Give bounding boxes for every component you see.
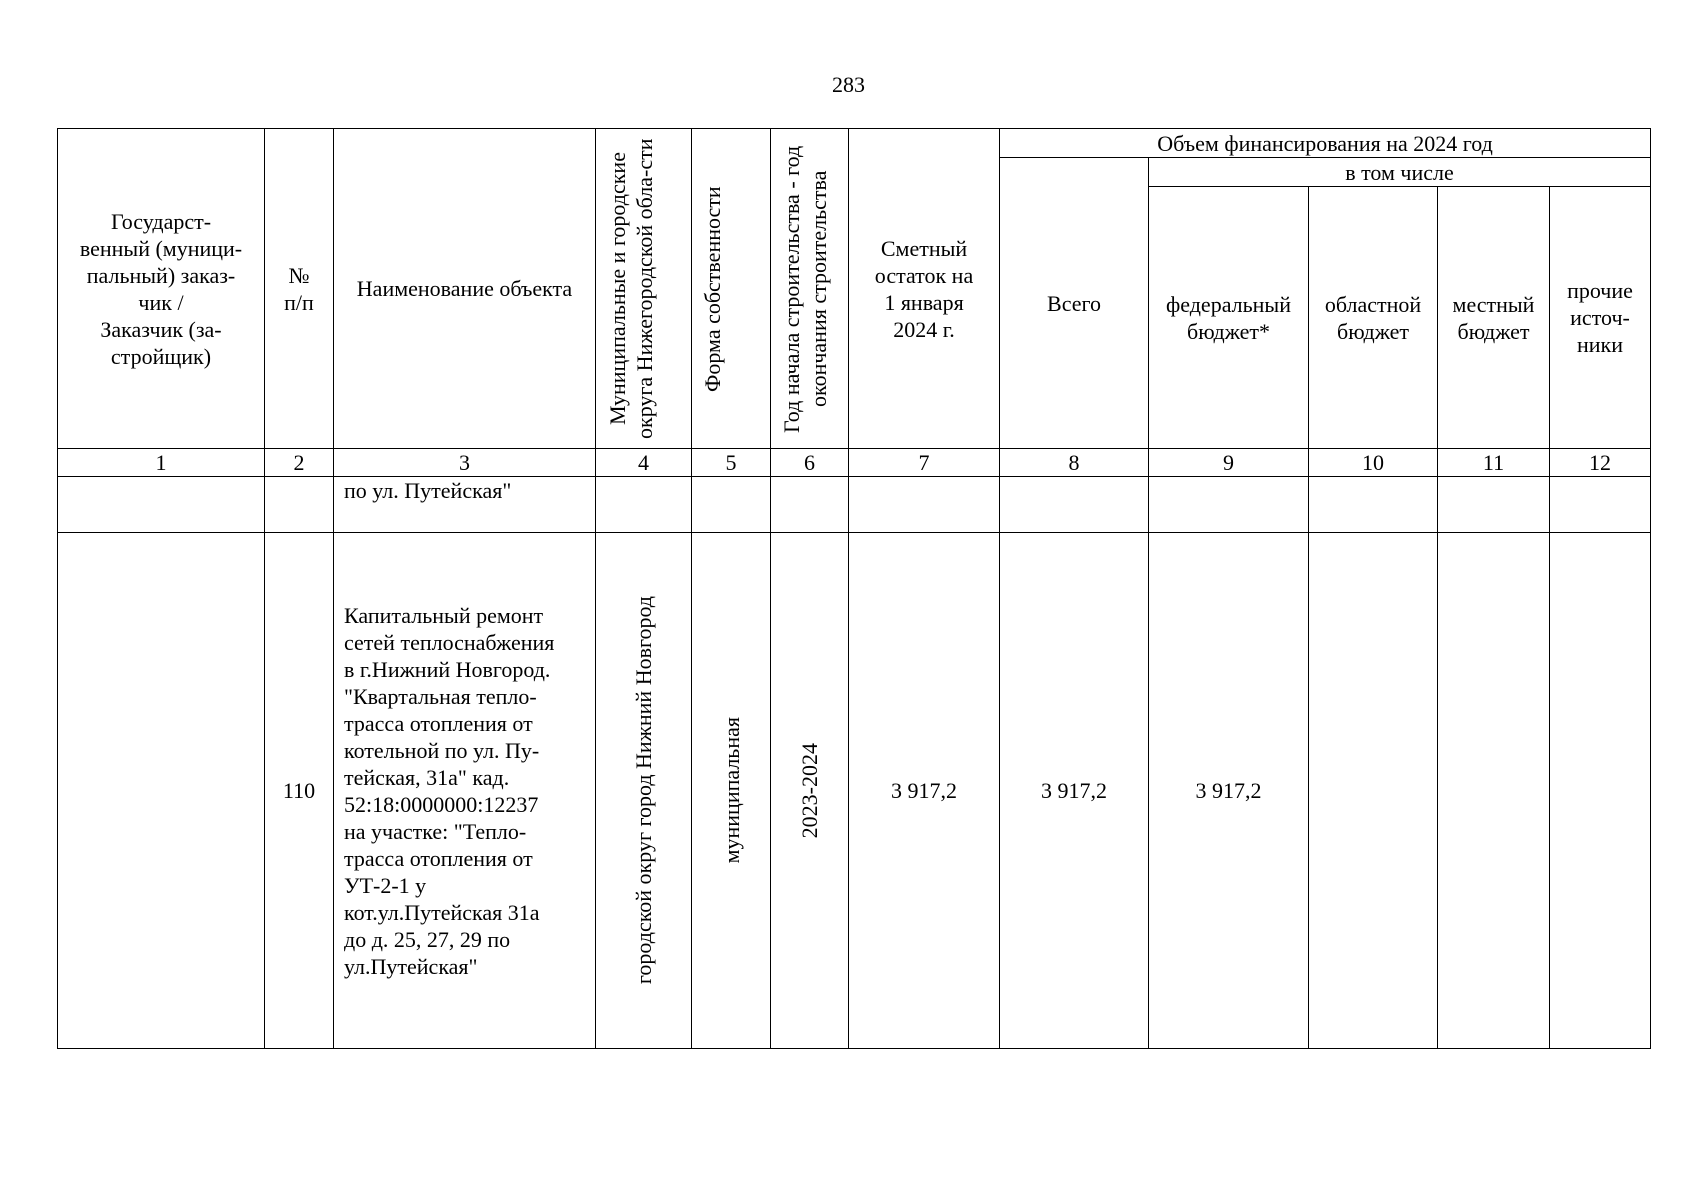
cell-customer (58, 533, 265, 1049)
column-number: 9 (1149, 449, 1309, 477)
cell-years (771, 477, 849, 533)
cell-ownership (692, 477, 771, 533)
cell-other (1550, 533, 1651, 1049)
column-number: 5 (692, 449, 771, 477)
column-number: 1 (58, 449, 265, 477)
header-district: Муниципальные и городские округа Нижегородской обла-сти (596, 129, 692, 449)
cell-district (596, 477, 692, 533)
cell-federal (1149, 477, 1309, 533)
table-row (58, 533, 1651, 1049)
column-number: 8 (1000, 449, 1149, 477)
header-funding-group: Объем финансирования на 2024 год (1000, 129, 1651, 158)
years-text: 2023-2024 (797, 742, 822, 839)
cell-federal: 3 917,2 (1149, 533, 1309, 1049)
header-regional: областной бюджет (1309, 187, 1438, 449)
column-number: 12 (1550, 449, 1651, 477)
cell-total: 3 917,2 (1000, 533, 1149, 1049)
column-number: 4 (596, 449, 692, 477)
column-number: 6 (771, 449, 849, 477)
cell-regional (1309, 533, 1438, 1049)
header-remainder: Сметный остаток на 1 января 2024 г. (849, 129, 1000, 449)
header-including: в том числе (1149, 158, 1651, 187)
header-ownership: Форма собственности (692, 129, 771, 449)
header-customer: Государст- венный (муници- пальный) заказ- чик / Заказчик (за- стройщик) (58, 129, 265, 449)
cell-remainder: 3 917,2 (849, 533, 1000, 1049)
header-object-name: Наименование объекта (334, 129, 596, 449)
header-other: прочие источ- ники (1550, 187, 1651, 449)
cell-years (771, 533, 849, 1049)
header-federal: федеральный бюджет* (1149, 187, 1309, 449)
page-number: 283 (832, 72, 865, 97)
cell-district (596, 533, 692, 1049)
cell-number: 110 (265, 533, 334, 1049)
cell-ownership (692, 533, 771, 1049)
cell-number (265, 477, 334, 533)
table-row (58, 477, 1651, 533)
header-local: местный бюджет (1438, 187, 1550, 449)
column-number: 3 (334, 449, 596, 477)
cell-other (1550, 477, 1651, 533)
header-total: Всего (1000, 158, 1149, 449)
column-number: 7 (849, 449, 1000, 477)
object-name-text: Капитальный ремонт сетей теплоснабжения в г.Нижний Новгород. "Квартальная тепло- трасса отопления от котельной по ул. Пу- тейская, 31а" кад. 52:18:0000000:12237 на участке: "Тепло- трасса отопления от УТ-2-1 у кот.ул.Путейская 31а до д. 25, 27, 29 по ул.Путейская" (344, 602, 555, 979)
header-years: Год начала строительства - год окончания строительства (771, 129, 849, 449)
cell-object-name (334, 533, 596, 1049)
cell-local (1438, 533, 1550, 1049)
header-number: № п/п (265, 129, 334, 449)
cell-object-name: по ул. Путейская" (334, 477, 596, 533)
cell-regional (1309, 477, 1438, 533)
cell-remainder (849, 477, 1000, 533)
column-number: 10 (1309, 449, 1438, 477)
ownership-text: муниципальная (718, 717, 744, 864)
column-numbers-row (58, 449, 1651, 477)
cell-local (1438, 477, 1550, 533)
investment-table (57, 128, 1651, 1049)
cell-customer (58, 477, 265, 533)
cell-total (1000, 477, 1149, 533)
column-number: 11 (1438, 449, 1550, 477)
column-number: 2 (265, 449, 334, 477)
district-text: городской округ город Нижний Новгород (631, 596, 656, 985)
